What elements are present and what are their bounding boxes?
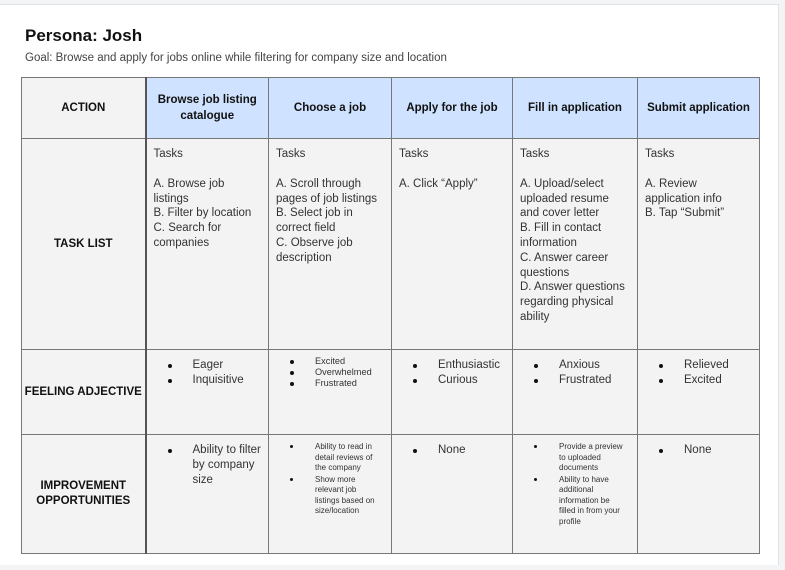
feeling-item: Enthusiastic [392, 358, 508, 373]
improvement-item: Ability to have additional information be filled in from your profile [513, 475, 633, 528]
task-cell-fill [513, 139, 638, 350]
header-row [22, 78, 760, 139]
column-header-browse: Browse job listing catalogue [146, 78, 269, 139]
feeling-item: Curious [392, 373, 508, 388]
task-list-row [22, 139, 760, 350]
improvement-item: Ability to read in detail reviews of the company [269, 442, 387, 474]
task-item: C. Search for companies [153, 222, 222, 249]
feeling-item: Frustrated [269, 378, 387, 389]
tasks-label: Tasks [645, 148, 675, 160]
task-item: D. Answer questions regarding physical ability [520, 281, 625, 323]
column-header-fill: Fill in application [513, 78, 638, 139]
column-header-submit: Submit application [638, 78, 760, 139]
task-item: C. Answer career questions [520, 251, 609, 279]
feeling-cell-fill [513, 350, 638, 435]
task-item: B. Filter by location [153, 207, 252, 220]
feeling-item: Frustrated [513, 373, 633, 388]
feeling-item: Anxious [513, 358, 633, 373]
feeling-item: Excited [638, 373, 755, 388]
feeling-item: Eager [147, 358, 265, 373]
feeling-item: Overwhelmed [269, 367, 387, 378]
improvement-item: Show more relevant job listings based on size/location [269, 475, 387, 517]
feeling-cell-apply [392, 350, 513, 435]
improvement-cell-browse [146, 435, 269, 554]
tasks-label: Tasks [276, 148, 306, 160]
improvement-header: IMPROVEMENT OPPORTUNITIES [22, 435, 146, 554]
feeling-item: Excited [269, 356, 387, 367]
task-item: A. Scroll through pages of job listings [276, 177, 378, 205]
task-item: A. Review application info [645, 177, 722, 205]
journey-map-table [21, 77, 760, 554]
task-item: B. Fill in contact information [520, 222, 602, 249]
tasks-label: Tasks [153, 148, 183, 160]
task-cell-submit [638, 139, 760, 350]
improvement-cell-choose [269, 435, 392, 554]
task-item: A. Click “Apply” [399, 177, 478, 190]
persona-title: Persona: Josh [25, 26, 143, 45]
task-item: B. Select job in correct field [276, 207, 353, 235]
improvement-item: None [392, 443, 508, 458]
feeling-cell-browse [146, 350, 269, 435]
task-item: C. Observe job description [276, 236, 353, 264]
improvement-cell-fill [513, 435, 638, 554]
improvement-cell-apply [392, 435, 513, 554]
feeling-header: FEELING ADJECTIVE [22, 350, 146, 435]
feeling-row [22, 350, 760, 435]
improvement-item: Provide a preview to uploaded documents [513, 442, 633, 474]
tasks-label: Tasks [399, 148, 429, 160]
feeling-item: Inquisitive [147, 373, 265, 388]
task-list-header: TASK LIST [22, 139, 146, 350]
task-item: B. Tap “Submit” [645, 207, 725, 220]
improvement-row [22, 435, 760, 554]
task-cell-browse [146, 139, 269, 350]
column-header-choose: Choose a job [269, 78, 392, 139]
feeling-cell-choose [269, 350, 392, 435]
task-item: A. Upload/select uploaded resume and cover letter [520, 177, 609, 220]
feeling-item: Relieved [638, 358, 755, 373]
improvement-cell-submit [638, 435, 760, 554]
column-header-apply: Apply for the job [392, 78, 513, 139]
tasks-label: Tasks [520, 148, 550, 160]
task-cell-choose [269, 139, 392, 350]
feeling-cell-submit [638, 350, 760, 435]
improvement-item: None [638, 443, 755, 458]
task-cell-apply [392, 139, 513, 350]
task-item: A. Browse job listings [153, 177, 225, 205]
action-header: ACTION [22, 78, 146, 139]
improvement-item: Ability to filter by company size [147, 443, 265, 487]
persona-goal: Goal: Browse and apply for jobs online while filtering for company size and location [25, 52, 447, 64]
